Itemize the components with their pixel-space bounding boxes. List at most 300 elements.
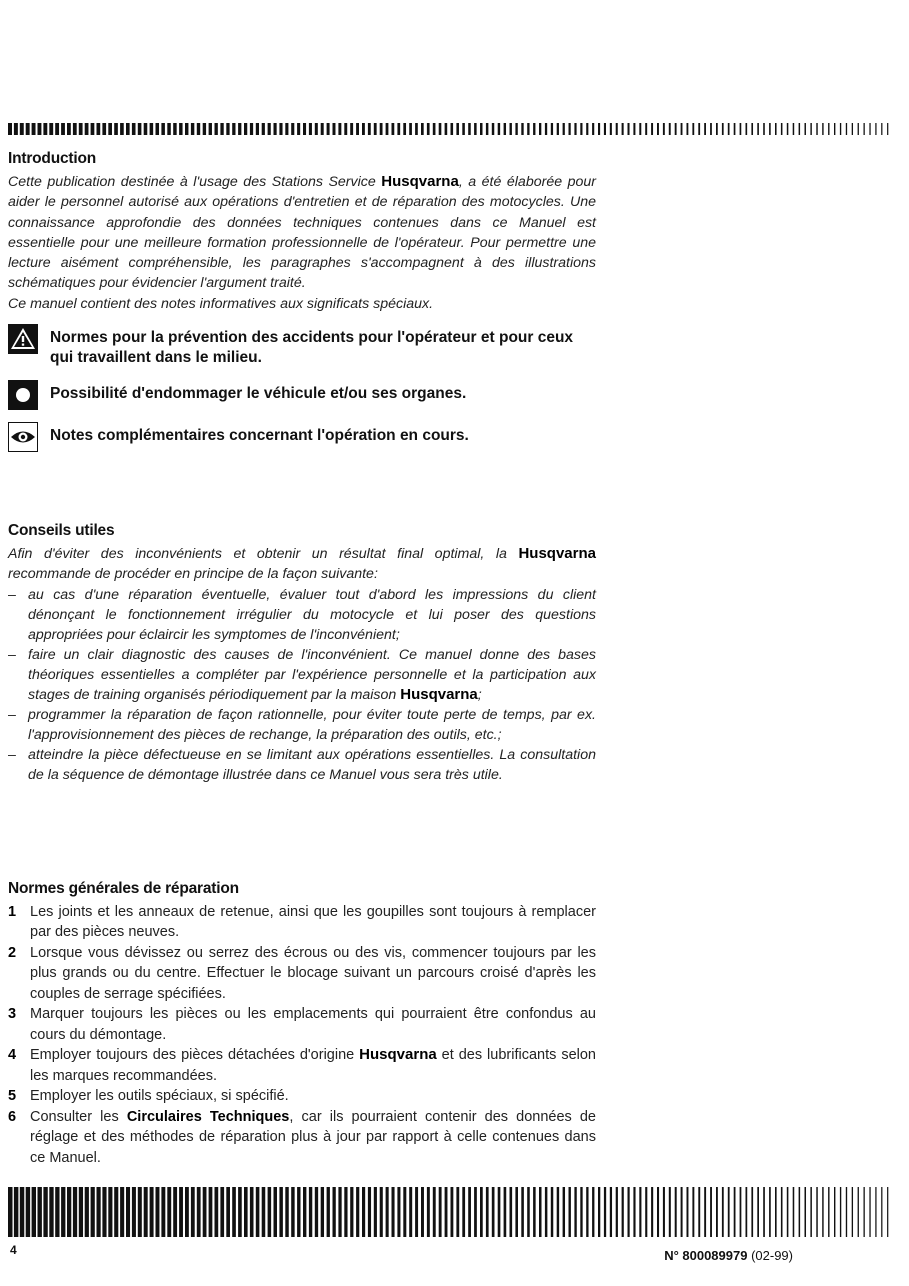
barcode-bar <box>309 1187 312 1237</box>
barcode-bar <box>415 1187 418 1237</box>
barcode-bar <box>663 1187 665 1237</box>
barcode-bar <box>746 1187 748 1237</box>
barcode-bar <box>498 123 500 135</box>
barcode-bar <box>285 123 288 135</box>
barcode-bar <box>769 1187 771 1237</box>
barcode-bar <box>828 123 829 135</box>
document-number: N° 800089979 (02-99) <box>664 1248 793 1263</box>
barcode-bar <box>250 123 253 135</box>
barcode-bar <box>256 1187 260 1237</box>
barcode-bar <box>781 123 783 135</box>
barcode-bar <box>209 1187 213 1237</box>
barcode-bar <box>799 123 800 135</box>
barcode-bar <box>97 123 101 135</box>
warning-triangle-icon <box>8 324 38 354</box>
barcode-bar <box>274 123 277 135</box>
barcode-bar <box>397 1187 400 1237</box>
barcode-bar <box>456 123 459 135</box>
barcode-bar <box>563 123 565 135</box>
list-item: 6 Consulter les Circulaires Techniques, car ils pourraient contenir des données de réglage et des méthodes de réparation plus à jour par rapport à celle contenues dans ce Manuel. <box>8 1108 596 1166</box>
barcode-bar <box>179 123 182 135</box>
barcode-bar <box>551 1187 553 1237</box>
barcode-bar <box>203 123 206 135</box>
list-item: 1 Les joints et les anneaux de retenue, ainsi que les goupilles sont toujours à remplacer par des pièces neuves. <box>8 903 596 941</box>
notes-intro-paragraph: Ce manuel contient des notes informatives aux significats spéciaux. <box>8 295 434 312</box>
barcode-bar <box>191 123 194 135</box>
barcode-bar <box>132 123 136 135</box>
barcode-bar <box>403 1187 406 1237</box>
barcode-bar <box>456 1187 459 1237</box>
barcode-bar <box>144 123 148 135</box>
barcode-bar <box>681 1187 683 1237</box>
barcode-bar <box>43 123 47 135</box>
barcode-bar <box>698 1187 700 1237</box>
page-number: 4 <box>10 1243 17 1257</box>
barcode-bar <box>114 123 118 135</box>
barcode-bar <box>746 123 748 135</box>
barcode-bar <box>787 123 789 135</box>
barcode-bar <box>32 123 36 135</box>
barcode-bar <box>586 123 588 135</box>
introduction-heading: Introduction <box>8 150 96 167</box>
list-item: – atteindre la pièce défectueuse en se limitant aux opérations essentielles. La consultation de la séquence de démontage illustrée dans ce Manuel vous sera très utile. <box>8 746 596 783</box>
barcode-bar <box>167 123 170 135</box>
barcode-bar <box>881 123 882 135</box>
barcode-bar <box>840 123 841 135</box>
barcode-bar <box>445 123 448 135</box>
barcode-bar <box>415 123 418 135</box>
note-complementary <box>8 422 596 452</box>
barcode-bar <box>220 1187 224 1237</box>
barcode-bar <box>622 1187 624 1237</box>
barcode-bar <box>521 1187 524 1237</box>
barcode-bar <box>781 1187 783 1237</box>
barcode-bar <box>114 1187 118 1237</box>
barcode-bar <box>545 123 547 135</box>
barcode-bar <box>858 123 859 135</box>
list-item: 3 Marquer toujours les pièces ou les emplacements qui pourraient être confondus au cours du démontage. <box>8 1006 596 1043</box>
barcode-bar <box>728 123 730 135</box>
barcode-bar <box>592 123 594 135</box>
barcode-bar <box>610 123 612 135</box>
barcode-bar <box>85 123 89 135</box>
barcode-bar <box>757 1187 759 1237</box>
barcode-bar <box>333 123 336 135</box>
barcode-bar <box>268 1187 272 1237</box>
barcode-bar <box>669 123 671 135</box>
barcode-bar <box>256 123 259 135</box>
barcode-bar <box>704 1187 706 1237</box>
barcode-bar <box>220 123 223 135</box>
barcode-bar <box>244 1187 248 1237</box>
list-item: – faire un clair diagnostic des causes de l'inconvénient. Ce manuel donne des bases théoriques essentielles a compléter par l'expérience personnelle et la participation aux stages de training organisés périodiquement par la maison Husqvarna; <box>8 646 596 703</box>
barcode-bar <box>510 123 512 135</box>
normes-heading: Normes générales de réparation <box>8 879 239 897</box>
list-item: 2 Lorsque vous dévissez ou serrez des écrous ou des vis, commencer toujours par les plus grands ou du centre. Effectuer le blocage suivant un parcours croisé d'après les couples de serrage spécifiées. <box>8 944 596 1002</box>
barcode-bar <box>639 1187 641 1237</box>
introduction-paragraph: Cette publication destinée à l'usage des Stations Service Husqvarna, a été élaborée pour aider le personnel autorisé aux opérations d'entretien et de réparation des motocycles. Une connaissance approfondie des données techniques contenues dans ce Manuel est essentielle pour une meilleure formation professionnelle de l'opérateur. Pour permettre une lecture aisément compréhensible, les paragraphes s'accompagnent à des illustrations schématiques pour évidencier l'argument traité. <box>8 173 596 292</box>
barcode-bar <box>303 1187 306 1237</box>
barcode-bar <box>179 1187 183 1237</box>
barcode-bar <box>539 123 541 135</box>
barcode-bar <box>539 1187 542 1237</box>
barcode-bar <box>816 1187 817 1237</box>
barcode-bar <box>185 123 188 135</box>
barcode-bar <box>462 1187 465 1237</box>
barcode-bar <box>533 1187 536 1237</box>
barcode-bar <box>787 1187 789 1237</box>
barcode-bar <box>775 1187 777 1237</box>
barcode-bar <box>763 123 765 135</box>
barcode-bar <box>846 123 847 135</box>
barcode-bar <box>580 123 582 135</box>
conseils-intro: Afin d'éviter des inconvénients et obtenir un résultat final optimal, la Husqvarna recommande de procéder en principe de la façon suivante: <box>8 545 596 583</box>
barcode-bar <box>663 123 665 135</box>
barcode-bar <box>262 123 265 135</box>
barcode-bar <box>173 1187 177 1237</box>
barcode-bar <box>297 1187 300 1237</box>
barcode-bar <box>8 123 12 135</box>
barcode-bar <box>327 1187 330 1237</box>
barcode-bar <box>515 123 517 135</box>
barcode-bar <box>102 123 106 135</box>
barcode-bar <box>439 1187 442 1237</box>
barcode-bar <box>279 1187 282 1237</box>
barcode-bar <box>616 1187 618 1237</box>
barcode-bar <box>156 123 160 135</box>
barcode-bar <box>574 1187 576 1237</box>
barcode-bar <box>321 1187 324 1237</box>
barcode-bar <box>209 123 212 135</box>
conseils-section <box>8 522 596 785</box>
barcode-bar <box>533 123 535 135</box>
barcode-bar <box>657 1187 659 1237</box>
barcode-bar <box>828 1187 829 1237</box>
barcode-bar <box>61 123 65 135</box>
barcode-bar <box>557 1187 559 1237</box>
barcode-bar <box>887 1187 888 1237</box>
barcode-bar <box>291 1187 294 1237</box>
barcode-bar <box>14 123 18 135</box>
barcode-bar <box>645 1187 647 1237</box>
barcode-bar <box>557 123 559 135</box>
barcode-bar <box>197 1187 201 1237</box>
barcode-bar <box>120 123 124 135</box>
barcode-bar <box>20 123 24 135</box>
barcode-bar <box>262 1187 266 1237</box>
barcode-bar <box>645 123 647 135</box>
barcode-bar <box>822 1187 823 1237</box>
barcode-bar <box>79 123 83 135</box>
barcode-bar <box>91 1187 95 1237</box>
barcode-bar <box>740 1187 742 1237</box>
barcode-bar <box>61 1187 65 1237</box>
note-accident-prevention <box>8 324 596 368</box>
barcode-bar <box>864 1187 865 1237</box>
barcode-bar <box>810 1187 811 1237</box>
note-vehicle-damage <box>8 380 596 410</box>
barcode-bar <box>468 123 471 135</box>
barcode-bar <box>710 123 712 135</box>
barcode-bar <box>486 123 488 135</box>
barcode-bar <box>321 123 324 135</box>
barcode-bar <box>167 1187 171 1237</box>
barcode-bar <box>120 1187 124 1237</box>
barcode-bar <box>669 1187 671 1237</box>
barcode-bar <box>639 123 641 135</box>
brand-name: Husqvarna <box>359 1046 437 1064</box>
barcode-bar <box>108 1187 112 1237</box>
barcode-bar <box>55 123 59 135</box>
note-accident-text: Normes pour la prévention des accidents pour l'opérateur et pour ceux qui travaillent dans le milieu. <box>50 329 574 367</box>
barcode-bar <box>563 1187 565 1237</box>
barcode-bar <box>858 1187 859 1237</box>
barcode-bar <box>392 123 395 135</box>
barcode-bar <box>527 123 529 135</box>
barcode-bar <box>527 1187 530 1237</box>
barcode-bar <box>362 123 365 135</box>
barcode-bar <box>244 123 247 135</box>
barcode-bar <box>238 1187 242 1237</box>
barcode-bar <box>675 1187 677 1237</box>
barcode-bar <box>49 1187 53 1237</box>
barcode-bar <box>421 123 424 135</box>
barcode-bar <box>191 1187 195 1237</box>
barcode-bar <box>810 123 811 135</box>
barcode-bar <box>49 123 53 135</box>
barcode-bar <box>799 1187 801 1237</box>
list-item: 5 Employer les outils spéciaux, si spécifié. <box>8 1088 289 1105</box>
barcode-bar <box>569 123 571 135</box>
barcode-bar <box>32 1187 36 1237</box>
barcode-bar <box>486 1187 489 1237</box>
barcode-bar <box>409 1187 412 1237</box>
barcode-bar <box>492 123 494 135</box>
barcode-bar <box>374 1187 377 1237</box>
barcode-bar <box>238 123 241 135</box>
barcode-bar <box>427 1187 430 1237</box>
barcode-bar <box>545 1187 547 1237</box>
barcode-bar <box>132 1187 136 1237</box>
barcode-bar <box>138 123 142 135</box>
barcode-bar <box>380 123 383 135</box>
barcode-bar <box>852 1187 853 1237</box>
barcode-bar <box>569 1187 571 1237</box>
barcode-bar <box>675 123 677 135</box>
barcode-bar <box>757 123 759 135</box>
barcode-bar <box>315 123 318 135</box>
barcode-bar <box>126 1187 130 1237</box>
barcode-bar <box>268 123 271 135</box>
barcode-bar <box>740 123 742 135</box>
note-damage-text: Possibilité d'endommager le véhicule et/ou ses organes. <box>50 385 467 403</box>
barcode-bar <box>26 123 30 135</box>
barcode-bar <box>91 123 95 135</box>
conseils-heading: Conseils utiles <box>8 522 115 540</box>
barcode-bar <box>592 1187 594 1237</box>
list-item: – programmer la réparation de façon rationnelle, pour éviter toute perte de temps, par ex. l'approvisionnement des pièces de rechange, la préparation des outils, etc.; <box>8 706 596 743</box>
barcode-bar <box>474 1187 477 1237</box>
barcode-bar <box>586 1187 588 1237</box>
barcode-bar <box>226 1187 230 1237</box>
barcode-bar <box>55 1187 59 1237</box>
barcode-bar <box>580 1187 582 1237</box>
barcode-bar <box>445 1187 448 1237</box>
barcode-bar <box>480 123 483 135</box>
introduction-section <box>8 150 596 452</box>
barcode-bar <box>805 123 806 135</box>
barcode-bar <box>492 1187 495 1237</box>
barcode-bar <box>451 1187 454 1237</box>
barcode-bar <box>126 123 130 135</box>
barcode-bar <box>67 123 71 135</box>
barcode-bar <box>852 123 853 135</box>
barcode-bar <box>386 1187 389 1237</box>
barcode-bar <box>881 1187 882 1237</box>
barcode-bar <box>315 1187 318 1237</box>
barcode-bar <box>14 1187 18 1237</box>
barcode-bar <box>215 1187 219 1237</box>
barcode-bar <box>498 1187 501 1237</box>
barcode-bar <box>350 1187 353 1237</box>
barcode-bar <box>610 1187 612 1237</box>
barcode-bar <box>769 123 771 135</box>
eye-icon <box>8 422 38 452</box>
list-item: 4 Employer toujours des pièces détachées d'origine Husqvarna et des lubrificants selon les marques recommandées. <box>8 1046 596 1084</box>
barcode-bar <box>604 1187 606 1237</box>
barcode-bar <box>150 1187 154 1237</box>
barcode-bar <box>285 1187 288 1237</box>
barcode-bar <box>633 123 635 135</box>
barcode-bar <box>793 123 795 135</box>
barcode-bar <box>102 1187 106 1237</box>
barcode-bar <box>362 1187 365 1237</box>
barcode-bar <box>504 123 506 135</box>
barcode-bar <box>232 123 235 135</box>
bottom-barcode-strip <box>8 1187 893 1237</box>
barcode-bar <box>20 1187 24 1237</box>
barcode-bar <box>510 1187 513 1237</box>
barcode-bar <box>427 123 430 135</box>
barcode-bar <box>73 123 77 135</box>
barcode-bar <box>338 123 341 135</box>
barcode-bar <box>734 1187 736 1237</box>
barcode-bar <box>333 1187 336 1237</box>
barcode-bar <box>628 1187 630 1237</box>
barcode-bar <box>751 1187 753 1237</box>
barcode-bar <box>38 123 42 135</box>
normes-section <box>8 880 596 1169</box>
barcode-bar <box>521 123 523 135</box>
barcode-bar <box>864 123 865 135</box>
barcode-bar <box>816 123 817 135</box>
barcode-bar <box>462 123 465 135</box>
barcode-bar <box>73 1187 77 1237</box>
top-barcode-strip <box>8 123 893 135</box>
barcode-bar <box>734 123 736 135</box>
barcode-bar <box>616 123 618 135</box>
barcode-bar <box>350 123 353 135</box>
barcode-bar <box>504 1187 507 1237</box>
barcode-bar <box>26 1187 30 1237</box>
barcode-bar <box>722 1187 724 1237</box>
barcode-bar <box>793 1187 795 1237</box>
conseils-list <box>8 585 596 785</box>
barcode-bar <box>716 123 718 135</box>
barcode-bar <box>309 123 312 135</box>
barcode-bar <box>203 1187 207 1237</box>
barcode-bar <box>303 123 306 135</box>
normes-list <box>8 902 596 1169</box>
barcode-bar <box>397 123 400 135</box>
barcode-bar <box>226 123 229 135</box>
barcode-bar <box>651 1187 653 1237</box>
barcode-bar <box>380 1187 383 1237</box>
barcode-bar <box>433 1187 436 1237</box>
barcode-bar <box>8 1187 13 1237</box>
barcode-bar <box>451 123 454 135</box>
barcode-bar <box>875 1187 876 1237</box>
barcode-bar <box>368 1187 371 1237</box>
barcode-bar <box>67 1187 71 1237</box>
barcode-bar <box>598 123 600 135</box>
barcode-bar <box>297 123 300 135</box>
barcode-bar <box>692 1187 694 1237</box>
page-content <box>8 150 596 1168</box>
barcode-bar <box>274 1187 278 1237</box>
barcode-bar <box>869 123 870 135</box>
barcode-bar <box>551 123 553 135</box>
barcode-bar <box>215 123 218 135</box>
barcode-bar <box>574 123 576 135</box>
barcode-bar <box>185 1187 189 1237</box>
barcode-bar <box>344 1187 347 1237</box>
barcode-bar <box>704 123 706 135</box>
barcode-bar <box>85 1187 89 1237</box>
barcode-bar <box>97 1187 101 1237</box>
barcode-bar <box>834 123 835 135</box>
barcode-bar <box>751 123 753 135</box>
note-complementary-text: Notes complémentaires concernant l'opération en cours. <box>50 427 469 445</box>
barcode-bar <box>344 123 347 135</box>
brand-name: Husqvarna <box>381 173 459 190</box>
barcode-bar <box>392 1187 395 1237</box>
barcode-bar <box>403 123 406 135</box>
barcode-bar <box>728 1187 730 1237</box>
list-item: – au cas d'une réparation éventuelle, évaluer tout d'abord les impressions du client dénonçant le fonctionnement irrégulier du motocycle et lui poser des questions appropriées pour éclaircir les symptomes de l'inconvénient; <box>8 586 596 643</box>
barcode-bar <box>468 1187 471 1237</box>
barcode-bar <box>628 123 630 135</box>
barcode-bar <box>875 123 876 135</box>
barcode-bar <box>604 123 606 135</box>
barcode-bar <box>138 1187 142 1237</box>
barcode-bar <box>161 1187 165 1237</box>
barcode-bar <box>834 1187 835 1237</box>
circulaires-techniques: Circulaires Techniques <box>126 1108 290 1125</box>
barcode-bar <box>79 1187 83 1237</box>
barcode-bar <box>805 1187 807 1237</box>
barcode-bar <box>150 123 154 135</box>
barcode-bar <box>173 123 176 135</box>
barcode-bar <box>687 123 689 135</box>
barcode-bar <box>657 123 659 135</box>
barcode-bar <box>869 1187 870 1237</box>
barcode-bar <box>692 123 694 135</box>
barcode-bar <box>822 123 823 135</box>
barcode-bar <box>775 123 777 135</box>
barcode-bar <box>622 123 624 135</box>
note-legend <box>8 324 596 452</box>
